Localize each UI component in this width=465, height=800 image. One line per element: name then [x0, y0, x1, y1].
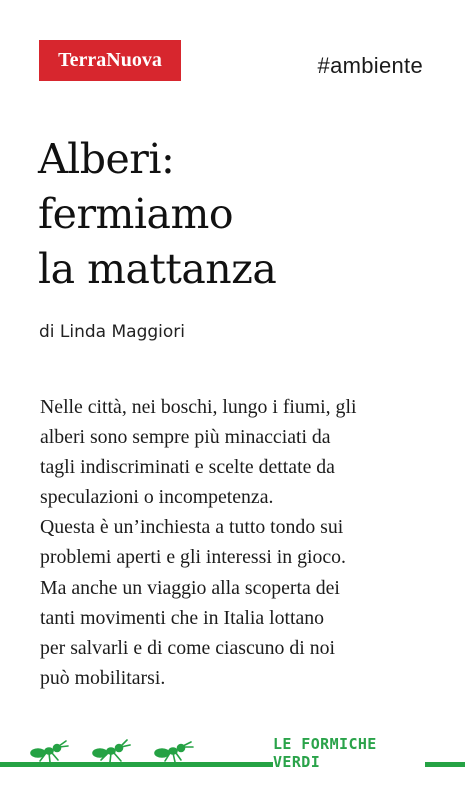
description-line: Ma anche un viaggio alla scoperta dei [40, 576, 340, 599]
ant-icon [31, 741, 68, 762]
description-line: Questa è un’inchiesta a tutto tondo sui [40, 516, 344, 539]
description-line: per salvarli e di come ciascuno di noi [40, 636, 335, 659]
description-line: speculazioni o incompetenza. [40, 486, 274, 509]
description-line: tanti movimenti che in Italia lottano [40, 606, 325, 629]
series-name: LE FORMICHE VERDI [273, 735, 377, 771]
publisher-logo [39, 40, 181, 81]
series-badge [273, 737, 425, 769]
title-line: Alberi: [38, 135, 175, 183]
description-line: può mobilitarsi. [40, 666, 166, 689]
description-line: tagli indiscriminati e scelte dettate da [40, 456, 335, 479]
description-line: alberi sono sempre più minacciati da [40, 426, 331, 449]
book-title [38, 132, 276, 297]
author-name: di Linda Maggiori [39, 322, 186, 342]
publisher-logo-text: TerraNuova [58, 49, 162, 71]
ants-illustration [30, 738, 220, 766]
book-description [40, 392, 440, 693]
description-line: Nelle città, nei boschi, lungo i fiumi, gli [40, 396, 357, 418]
description-line: problemi aperti e gli interessi in gioco. [40, 546, 346, 569]
category-tag: #ambiente [317, 53, 423, 78]
ant-icon [155, 742, 193, 762]
title-line: fermiamo [38, 190, 234, 238]
ant-icon [93, 740, 130, 762]
title-line: la mattanza [38, 245, 277, 293]
